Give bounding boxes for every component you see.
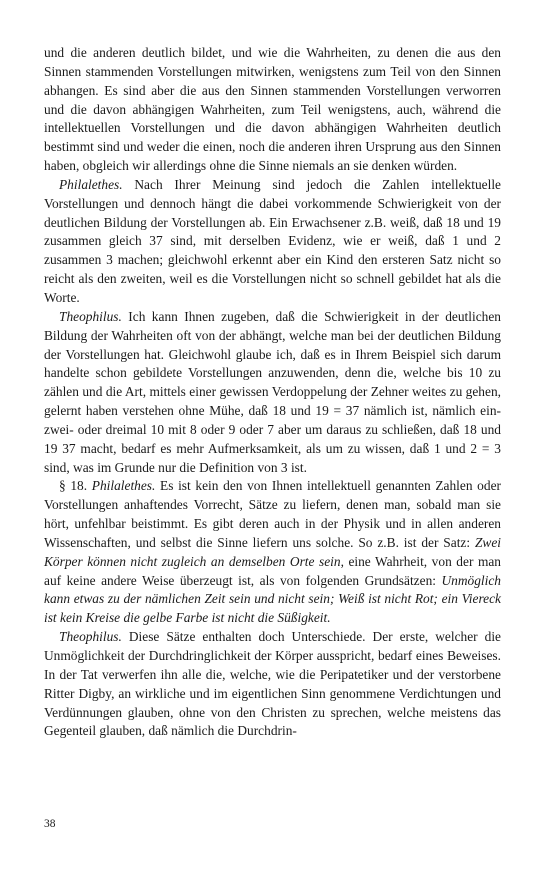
- italic-quote: Unmöglich kann etwas zu der nämlichen Zeit sein und nicht sein; Weiß ist nicht Rot; ein Viereck ist kein Kreise die gelbe Farbe ist nicht die Süßigkeit.: [44, 572, 501, 626]
- italic-quote: Zwei Körper können nicht zugleich an demselben Orte sein: [44, 534, 501, 569]
- page-number: 38: [44, 818, 56, 830]
- speaker-name: Philalethes.: [91, 478, 156, 494]
- speaker-name: Philalethes.: [59, 176, 123, 192]
- paragraph-text: Diese Sätze enthalten doch Unterschiede. Der erste, welcher die Unmöglichkeit der Durchdringlichkeit der Körper ausspricht, bedarf eines Beweises. In der Tat verwerfen ihn alle die, welche, wie die Peripatetiker und der verstorbene Ritter Digby, an wirkliche und im eigentlichen Sinn genommene Verdichtungen und Verdünnungen glauben, ohne von den Christen zu sprechen, welche meistens das Gegenteil glauben, daß nämlich die Durchdrin-: [44, 629, 501, 739]
- paragraph-text: und die anderen deutlich bildet, und wie die Wahrheiten, zu denen die aus den Sinnen stammenden Vorstellungen mitwirken, wenigstens zum Teil von den Sinnen abhangen. Es sind aber die aus den Sinnen stammenden Vorstellungen verworren und die davon abhängigen Wahrheiten, zum Teil wenigstens, auch, während die intellektuellen Vorstellungen und die davon abhängigen Wahrheiten deutlich bestimmt sind und weder die einen, noch die anderen ihren Ursprung aus den Sinnen haben, obgleich wir allerdings ohne die Sinne niemals an sie denken würden.: [44, 45, 501, 174]
- paragraph-text: Ich kann Ihnen zugeben, daß die Schwierigkeit in der deutlichen Bildung der Wahrheiten oft von der abhängt, welche man bei der deutlichen Bildung der Vorstellungen hat. Gleichwohl glaube ich, daß es in Ihrem Beispiel sich darum handelte schon gebildete Vorstellungen anzuwenden, denn die, welche bis 10 zu zählen und die Art, mittels einer gewissen Verdoppelung der Zehner weites zu gehen, gelernt haben verstehen ohne Mühe, daß 18 und 19 = 37 nämlich ist, nämlich ein- zwei- oder dreimal 10 mit 8 oder 9 oder 7 aber um daraus zu schließen, daß 18 und 19 37 macht, bedarf es mehr Aufmerksamkeit, als um zu wissen, daß 1 und 2 = 3 sind, was im Grunde nur die Definition von 3 ist.: [44, 308, 501, 475]
- paragraph-theophilus-2: [44, 628, 501, 741]
- speaker-name: Theophilus.: [59, 308, 122, 324]
- paragraph-text: Nach Ihrer Meinung sind jedoch die Zahlen intellektuelle Vorstellungen und dennoch hängt die dabei vorkommende Schwierigkeit von der deutlichen Bildung der Vorstellungen ab. Ein Erwachsener z.B. weiß, daß 18 und 19 zusammen gleich 37 sind, mit derselben Evidenz, wie er weiß, daß 1 und 2 zusammen 3 machen; gleichwohl erkennt aber ein Kind den ersteren Satz nicht so reicht als den zweiten, weil es die Vorstellungen nicht so schnell gebildet hat als die Worte.: [44, 176, 501, 305]
- paragraph-philalethes-2: [44, 477, 501, 628]
- paragraph-philalethes-1: [44, 176, 501, 308]
- paragraph-theophilus-1: [44, 308, 501, 478]
- paragraph-text: Es ist kein den von Ihnen intellektuell genannten Zahlen oder Vorstellungen anhaftendes Vorrecht, Sätze zu liefern, denen man, sobald man sie hört, unfehlbar beistimmt. Es gibt deren auch in der Physik und in allen anderen Wissenschaften, und selbst die Sinne liefern uns solche. So z.B. ist der Satz:: [44, 478, 501, 550]
- speaker-name: Theophilus.: [59, 629, 122, 645]
- paragraph-text: , eine Wahrheit, von der man auf keine andere Weise überzeugt ist, als von folgenden Grundsätzen:: [44, 553, 501, 588]
- page-text-block: [44, 44, 501, 741]
- section-marker: § 18.: [59, 478, 92, 494]
- paragraph-continuation: [44, 44, 501, 176]
